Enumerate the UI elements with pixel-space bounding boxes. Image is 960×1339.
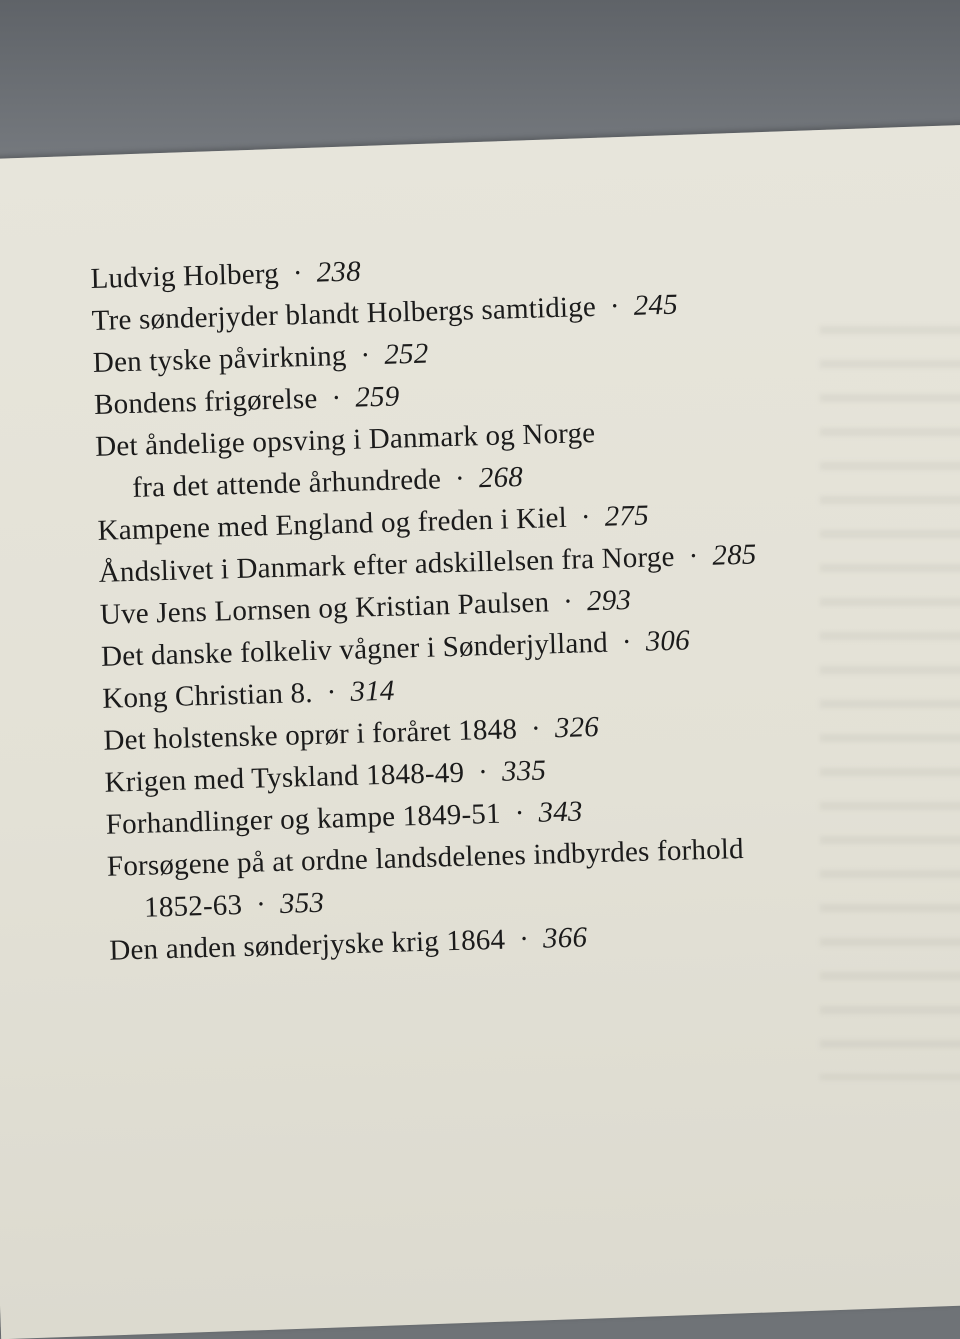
toc-entry-title: Åndslivet i Danmark efter adskillelsen fra Norge: [98, 540, 676, 589]
toc-entry-title: Det holstenske oprør i foråret 1848: [103, 713, 518, 757]
toc-separator: ·: [688, 540, 699, 573]
toc-separator: ·: [477, 756, 489, 789]
toc-page-number: 293: [586, 584, 632, 618]
toc-separator: ·: [514, 797, 525, 830]
toc-entry-title: Tre sønderjyder blandt Holbergs samtidige: [91, 290, 597, 337]
toc-separator: ·: [255, 888, 267, 921]
toc-page-number: 343: [538, 795, 584, 829]
toc-entry-title-cont: 1852-63: [143, 889, 243, 924]
toc-entry-title: Kampene med England og freden i Kiel: [97, 501, 568, 547]
toc-entry-title: Bondens frigørelse: [93, 382, 318, 421]
toc-separator: ·: [609, 290, 621, 323]
toc-separator: ·: [331, 382, 342, 415]
toc-entry-title: Den anden sønderjyske krig 1864: [108, 923, 506, 967]
toc-page-number: 259: [354, 380, 400, 414]
toc-page-number: 306: [645, 624, 691, 658]
toc-page-number: 245: [633, 288, 679, 322]
toc-separator: ·: [621, 626, 633, 659]
toc-separator: ·: [530, 712, 542, 745]
toc-entry-title: Det danske folkeliv vågner i Sønderjylland: [100, 626, 609, 673]
toc-entry-title: Uve Jens Lornsen og Kristian Paulsen: [99, 586, 550, 631]
toc-page-number: 252: [383, 337, 429, 371]
toc-page-number: 335: [501, 754, 547, 788]
toc-entry-title: Den tyske påvirkning: [92, 339, 347, 379]
toc-separator: ·: [562, 585, 574, 618]
toc-entry-title-cont: fra det attende århundrede: [131, 463, 442, 504]
toc-page-number: 353: [279, 886, 325, 920]
toc-entry-title: Det åndelige opsving i Danmark og Norge: [94, 416, 596, 463]
toc-page-number: 268: [478, 461, 524, 495]
toc-separator: ·: [518, 923, 530, 956]
toc-page-number: 238: [316, 255, 362, 289]
toc-entry-title: Forsøgene på at ordne landsdelenes indbyrdes forhold: [106, 832, 745, 883]
toc-separator: ·: [454, 462, 466, 495]
table-of-contents: [90, 236, 910, 972]
toc-separator: ·: [580, 501, 592, 534]
toc-entry-title: Krigen med Tyskland 1848-49: [104, 756, 465, 799]
toc-separator: ·: [292, 257, 304, 290]
toc-page-number: 366: [542, 921, 588, 955]
toc-page-number: 285: [711, 538, 757, 572]
toc-page-number: 314: [350, 674, 396, 708]
toc-entry-title: Forhandlinger og kampe 1849-51: [105, 797, 502, 841]
toc-entry-title: Kong Christian 8.: [101, 676, 314, 715]
toc-page-number: 326: [554, 710, 600, 745]
toc-page-number: 275: [604, 499, 650, 533]
toc-separator: ·: [360, 339, 371, 372]
toc-entry-title: Ludvig Holberg: [90, 257, 280, 295]
toc-separator: ·: [326, 676, 337, 709]
